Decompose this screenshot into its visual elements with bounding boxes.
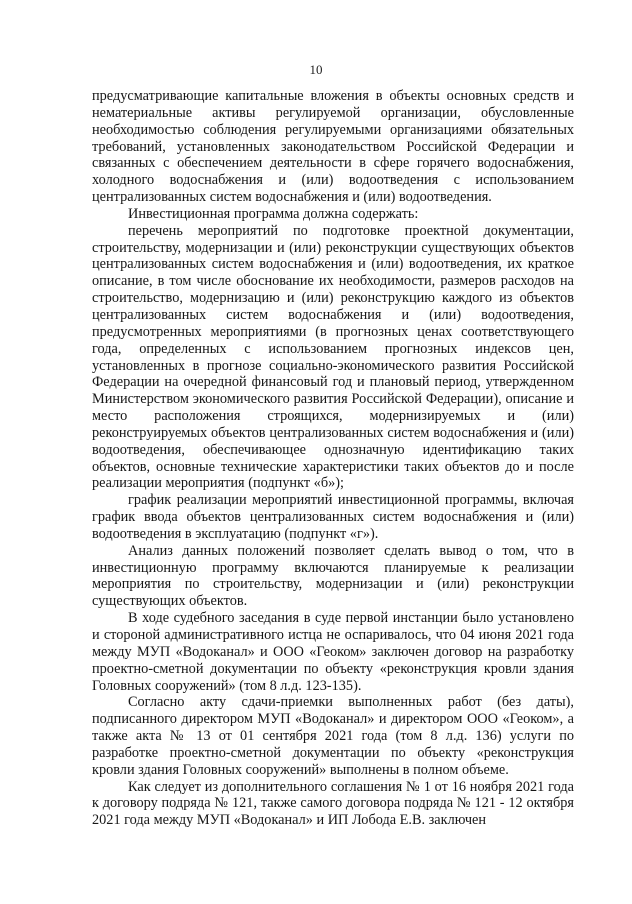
paragraph-measures-list: перечень мероприятий по подготовке проектной документации, строительству, модернизации и (или) реконструкции существующих объектов централизованных систем водоснабжения и (или) водоотведения, их краткое описание, в том числе обоснование их необходимости, размеров расходов на строительство, модернизацию и (или) реконструкцию каждого из объектов централизованных систем водоснабжения и (или) водоотведения, предусмотренных мероприятиями (в прогнозных ценах соответствующего года, определенных с использованием прогнозных индексов цен, установленных в прогнозе социально-экономического развития Российской Федерации на очередной финансовый год и плановый период, утвержденном Министерством экономического развития Российской Федерации), описание и место расположения строящихся, модернизируемых и (или) реконструируемых объектов централизованных систем водоснабжения и (или) водоотведения, обеспечивающее однозначную идентификацию таких объектов, основные технические характеристики таких объектов до и после реализации мероприятия (подпункт «б»); (92, 222, 574, 492)
paragraph-court-session: В ходе судебного заседания в суде первой инстанции было установлено и стороной административного истца не оспаривалось, что 04 июня 2021 года между МУП «Водоканал» и ООО «Геоком» заключен договор на разработку проектно-сметной документации по объекту «реконструкция кровли здания Головных сооружений» (том 8 л.д. 123-135). (92, 610, 574, 694)
paragraph-analysis: Анализ данных положений позволяет сделать вывод о том, что в инвестиционную программу включаются планируемые к реализации мероприятия по строительству, модернизации и (или) реконструкции существующих объектов. (92, 542, 574, 610)
page-number: 10 (309, 62, 323, 77)
paragraph-program-contents: Инвестиционная программа должна содержать: (128, 205, 419, 222)
paragraph-supplementary-agreement: Как следует из дополнительного соглашения № 1 от 16 ноября 2021 года к договору подряда № 121, также самого договора подряда № 121 - 12 октября 2021 года между МУП «Водоканал» и ИП Лобода Е.В. заключен (92, 778, 574, 829)
paragraph-acceptance-act: Согласно акту сдачи-приемки выполненных работ (без даты), подписанного директором МУП «Водоканал» и директором ООО «Геоком», а также акта № 13 от 01 сентября 2021 года (том 8 л.д. 136) услуги по разработке проектно-сметной документации по объекту «реконструкция кровли здания Головных сооружений» выполнены в полном объеме. (92, 694, 574, 778)
paragraph-schedule: график реализации мероприятий инвестиционной программы, включая график ввода объектов централизованных систем водоснабжения и (или) водоотведения в эксплуатацию (подпункт «г»). (92, 492, 574, 542)
document-body (92, 88, 574, 829)
paragraph-capital-investments: предусматривающие капитальные вложения в объекты основных средств и нематериальные активы регулируемой организации, обусловленные необходимостью соблюдения регулируемыми организациями обязательных требований, установленных законодательством Российской Федерации и связанных с обеспечением деятельности в сфере горячего водоснабжения, холодного водоснабжения и (или) водоотведения с использованием централизованных систем водоснабжения и (или) водоотведения. (92, 88, 574, 206)
